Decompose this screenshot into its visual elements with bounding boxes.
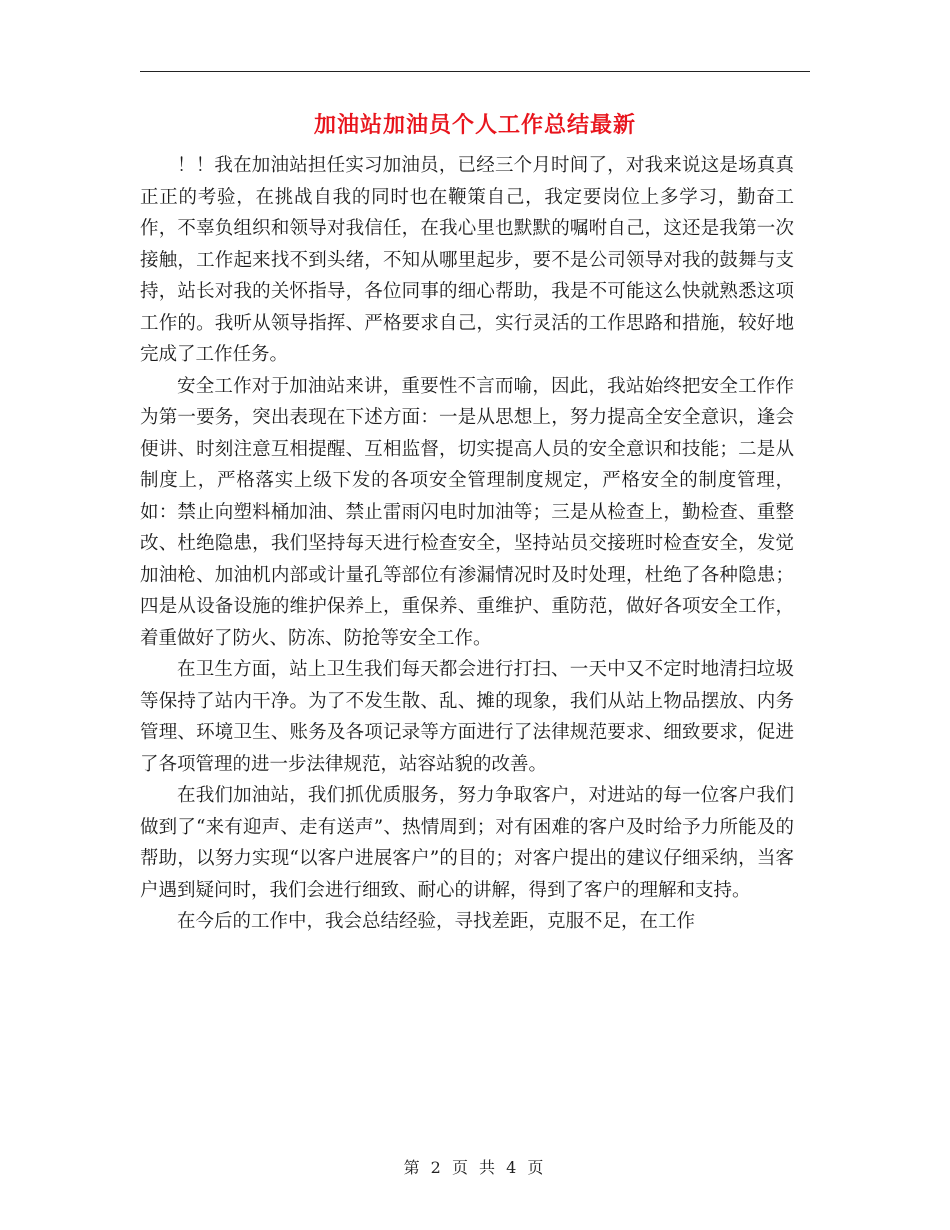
paragraph-service: 在我们加油站，我们抓优质服务，努力争取客户，对进站的每一位客户我们做到了“来有迎声、走有送声”、热情周到；对有困难的客户及时给予力所能及的帮助，以努力实现“以客户进展客户”的目的；对客户提出的建议仔细采纳，当客户遇到疑问时，我们会进行细致、耐心的讲解，得到了客户的理解和支持。 — [140, 785, 794, 901]
paragraph-hygiene: 在卫生方面，站上卫生我们每天都会进行打扫、一天中又不定时地清扫垃圾等保持了站内干净。为了不发生散、乱、摊的现象，我们从站上物品摆放、内务管理、环境卫生、账务及各项记录等方面进行了法律规范要求、细致要求，促进了各项管理的进一步法律规范，站容站貌的改善。 — [140, 659, 794, 775]
page-number-footer: 第 2 页 共 4 页 — [403, 1158, 547, 1177]
document-title: 加油站加油员个人工作总结最新 — [313, 112, 636, 138]
document-body — [140, 150, 794, 938]
paragraph-safety: 安全工作对于加油站来讲，重要性不言而喻，因此，我站始终把安全工作作为第一要务，突出表现在下述方面：一是从思想上，努力提高全安全意识，逢会便讲、时刻注意互相提醒、互相监督，切实提高人员的安全意识和技能；二是从制度上，严格落实上级下发的各项安全管理制度规定，严格安全的制度管理，如：禁止向塑料桶加油、禁止雷雨闪电时加油等；三是从检查上，勤检查、重整改、杜绝隐患，我们坚持每天进行检查安全，坚持站员交接班时检查安全，发觉加油枪、加油机内部或计量孔等部位有渗漏情况时及时处理，杜绝了各种隐患；四是从设备设施的维护保养上，重保养、重维护、重防范，做好各项安全工作，着重做好了防火、防冻、防抢等安全工作。 — [140, 375, 794, 649]
paragraph-future: 在今后的工作中，我会总结经验，寻找差距，克服不足，在工作 — [177, 911, 696, 932]
header-rule — [140, 71, 810, 72]
paragraph-intro: ！！我在加油站担任实习加油员，已经三个月时间了，对我来说这是场真真正正的考验，在挑战自我的同时也在鞭策自己，我定要岗位上多学习，勤奋工作，不辜负组织和领导对我信任，在我心里也默默的嘱咐自己，这还是我第一次接触，工作起来找不到头绪，不知从哪里起步，要不是公司领导对我的鼓舞与支持，站长对我的关怀指导，各位同事的细心帮助，我是不可能这么快就熟悉这项工作的。我听从领导指挥、严格要求自己，实行灵活的工作思路和措施，较好地完成了工作任务。 — [140, 155, 794, 365]
